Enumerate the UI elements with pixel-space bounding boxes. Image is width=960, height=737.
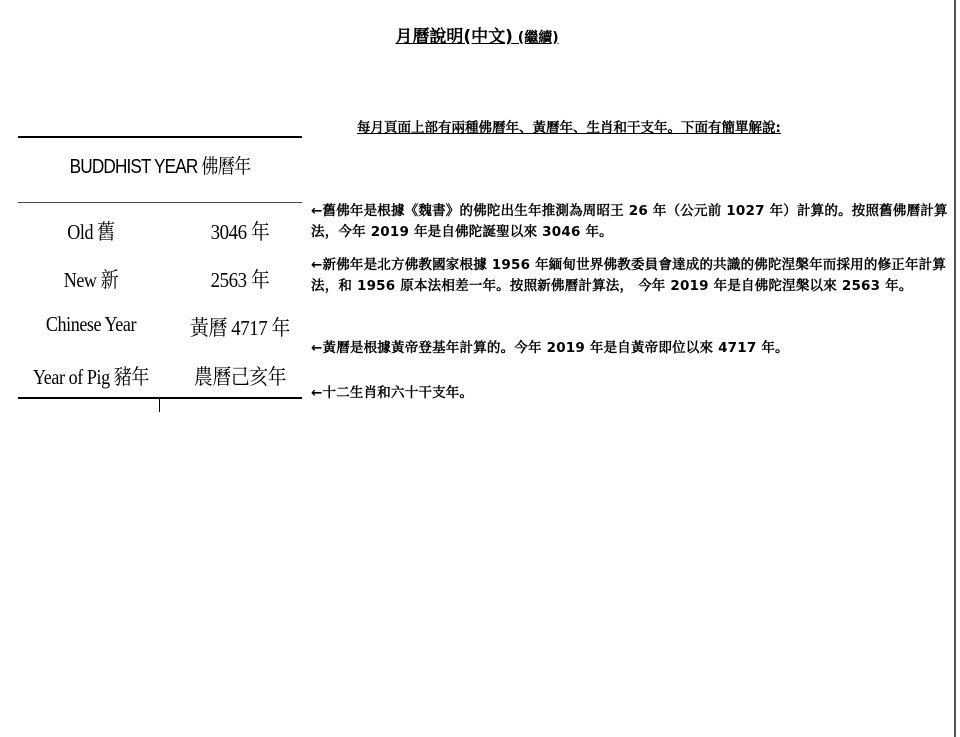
page-title-main: 月曆說明(中文) [395, 27, 513, 47]
table-bottom-rule [18, 397, 302, 399]
row-old-value: 3046 年 [210, 220, 270, 244]
page-right-border [954, 0, 956, 737]
row-new-label: New 新 [63, 268, 119, 292]
row-chinese-year-value: 黃曆 4717 年 [190, 316, 290, 340]
table-top-rule [18, 136, 302, 138]
table-header-rule [18, 202, 302, 203]
table-header: BUDDHIST YEAR 佛曆年 [69, 156, 251, 178]
explanation-new-buddhist-year: ←新佛年是北方佛教國家根據 1956 年緬甸世界佛教委員會達成的共識的佛陀涅槃年而採用的修正年計算法，和 1956 原本法相差一年。按照新佛曆計算法， 今年 2019 年是自佛陀涅槃以來 2563 年。 [311, 257, 947, 294]
page-title [0, 22, 954, 47]
row-new-value: 2563 年 [210, 268, 270, 292]
buddhist-year-table [18, 136, 302, 416]
row-chinese-year-label: Chinese Year [45, 312, 137, 336]
row-old-label: Old 舊 [67, 220, 115, 244]
row-zodiac-value: 農曆己亥年 [193, 365, 287, 389]
explanation-old-buddhist-year: ←舊佛年是根據《魏書》的佛陀出生年推測為周昭王 26 年（公元前 1027 年）計算的。按照舊佛曆計算法，今年 2019 年是自佛陀誕聖以來 3046 年。 [311, 203, 948, 240]
explanation-chinese-year: ←黃曆是根據黃帝登基年計算的。今年 2019 年是自黃帝即位以來 4717 年。 [311, 340, 789, 356]
explanation-zodiac-year: ←十二生肖和六十干支年。 [311, 385, 474, 401]
intro-heading: 每月頁面上部有兩種佛曆年、黃曆年、生肖和干支年。下面有簡單解說: [357, 120, 781, 136]
table-bottom-tick [159, 399, 160, 412]
page-title-suffix: (繼續) [512, 30, 559, 46]
row-zodiac-label: Year of Pig 豬年 [32, 365, 150, 389]
